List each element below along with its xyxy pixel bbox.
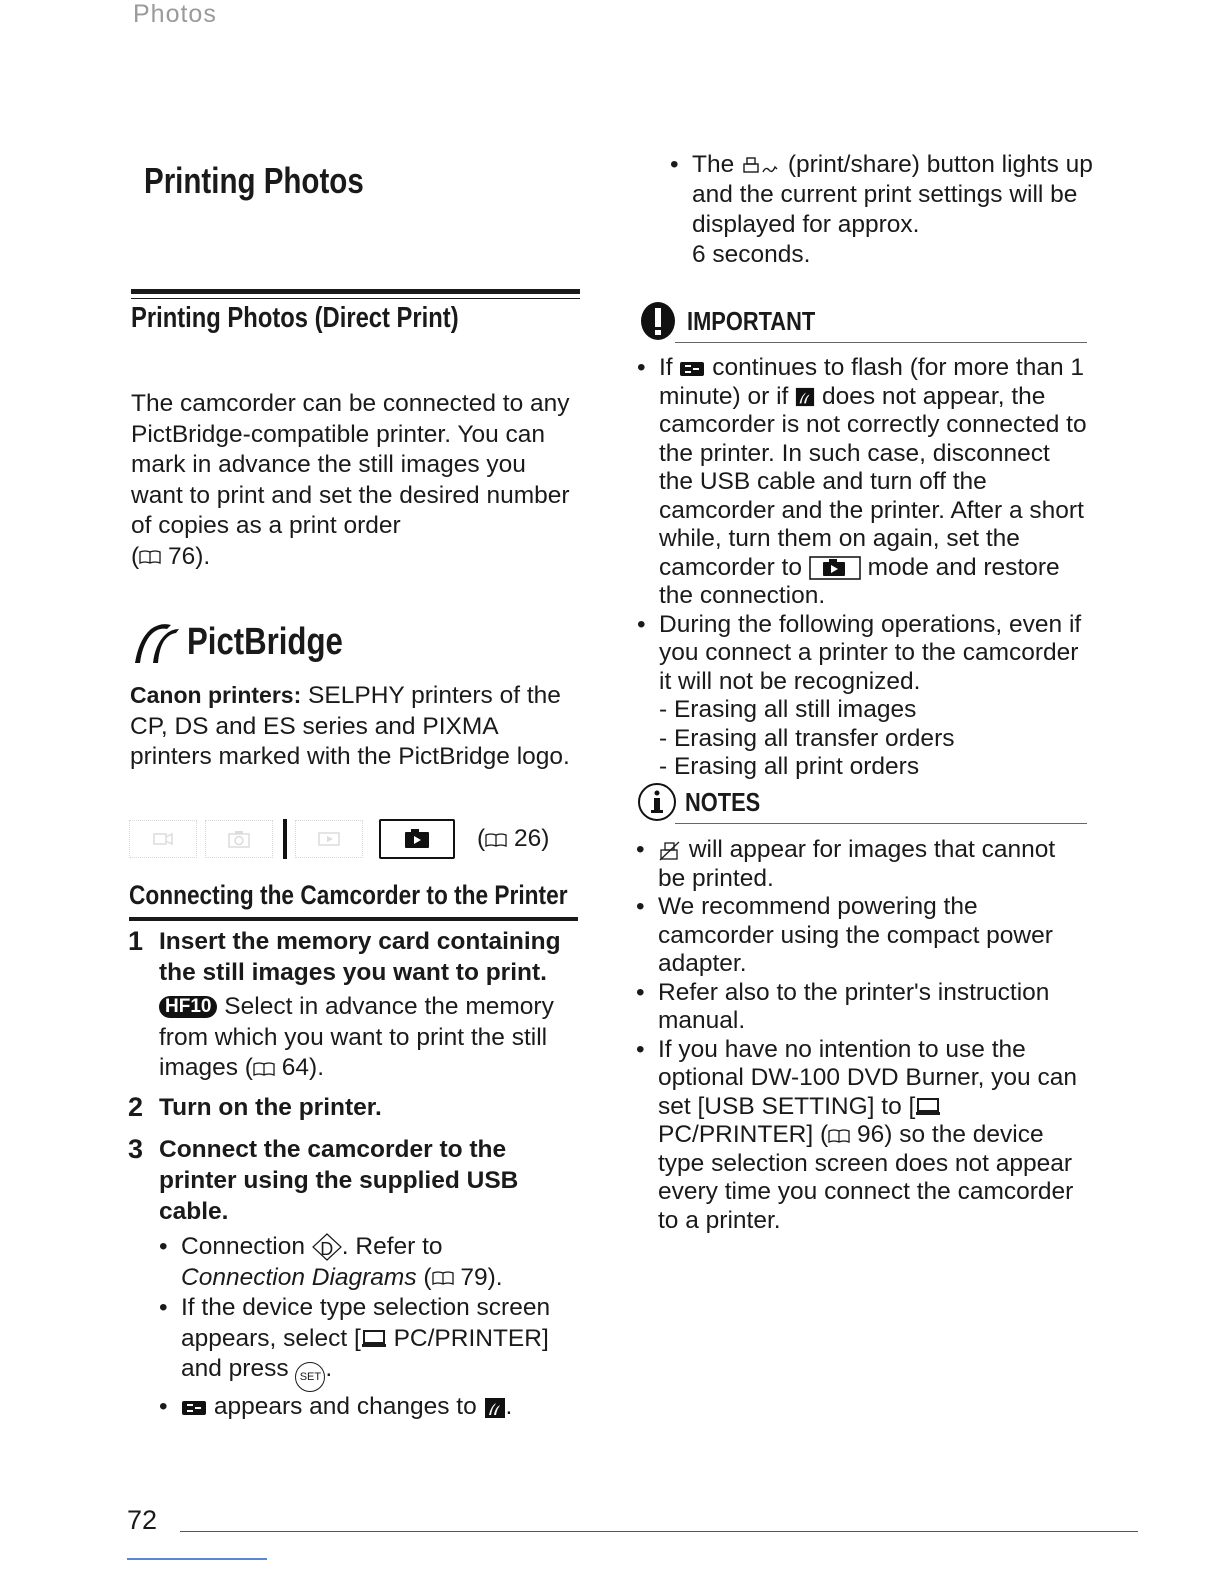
notes-list [636, 836, 1086, 1235]
bullet-text: will appear for images that cannot be printed. [658, 836, 1056, 892]
hf10-badge: HF10 [159, 996, 217, 1018]
connect-heading-rule [129, 917, 578, 921]
bullet-text: If you have no intention to use the optional DW-100 DVD Burner, you can set [USB SETTING] to [ [658, 1035, 1077, 1120]
bullet-text: During the following operations, even if you connect a printer to the camcorder it will not be recognized. [659, 610, 1082, 695]
still-camera-icon [226, 829, 252, 849]
step-note-text: Select in advance the memory from which you want to print the still images [159, 993, 554, 1081]
step-title: Insert the memory card containing the still images you want to print. [159, 928, 561, 986]
pc-printer-icon [915, 1097, 941, 1117]
important-icon [639, 301, 677, 341]
section-title: Printing Photos (Direct Print) [131, 302, 459, 334]
pictbridge-heading [131, 612, 377, 672]
bullet-device-type: • If the device type selection screen appears, select [ PC/PRINTER] and press SET . [159, 1293, 589, 1392]
page-number: 72 [127, 1505, 158, 1535]
photo-playback-icon [400, 828, 434, 850]
pictbridge-logo-icon [131, 617, 181, 667]
photo-playback-mode-icon [809, 556, 861, 580]
important-dash-3: - Erasing all print orders [659, 753, 920, 780]
set-label: SET [299, 1371, 322, 1383]
step-note-ref: 64 [281, 1054, 310, 1081]
section-rule [131, 289, 580, 294]
mode-movie-inactive [129, 820, 197, 858]
bullet-text: . Refer to [341, 1233, 443, 1260]
cannot-print-icon [658, 840, 682, 862]
canon-printers-paragraph [130, 680, 580, 773]
bullet-text: appears and changes to [213, 1393, 477, 1420]
bullet-text: does not appear, the camcorder is not correctly connected to the printer. In such case, disconnect the USB cable and turn off the camcorder and the printer. After a short while, turn them on again, set the camcorder to [659, 382, 1087, 581]
important-dash-1: - Erasing all still images [659, 696, 917, 723]
page-title: Printing Photos [144, 160, 364, 201]
bullet-text: If [659, 354, 673, 381]
step-title: Connect the camcorder to the printer using the supplied USB cable. [159, 1136, 519, 1225]
pictbridge-title: PictBridge [187, 620, 343, 663]
book-ref-icon [253, 1061, 275, 1077]
canon-text: SELPHY printers of the CP, DS and ES series and PIXMA printers marked with the PictBridge logo. [130, 682, 570, 770]
info-icon [637, 782, 677, 822]
bullet-text: mode and restore the connection. [659, 553, 1060, 609]
notes-heading [637, 782, 1085, 826]
important-rule [675, 342, 1087, 343]
print-share-icon [741, 155, 781, 177]
step-title: Turn on the printer. [159, 1094, 382, 1121]
movie-playback-icon [316, 829, 342, 849]
section-rule-thin [131, 298, 580, 299]
book-ref-icon [828, 1128, 850, 1144]
bullet-ref: 96 [856, 1121, 885, 1148]
note-item-4 [636, 1036, 1086, 1236]
intro-paragraph: The camcorder can be connected to any PictBridge-compatible printer. You can mark in advance the still images you want to print and set the desired number of copies as a print order ( 76). [131, 390, 570, 570]
pc-printer-icon [361, 1329, 387, 1349]
note-item-2 [636, 893, 1086, 979]
bullet-text: We recommend powering the camcorder using the compact power adapter. [658, 893, 1053, 977]
important-label: IMPORTANT [687, 306, 816, 336]
movie-camera-icon [151, 829, 175, 849]
modes-page-ref: ( 26) [477, 825, 550, 852]
step-number: 1 [128, 926, 144, 956]
mode-divider [283, 819, 287, 859]
connect-heading: Connecting the Camcorder to the Printer [129, 880, 568, 910]
important-item-1 [637, 354, 1087, 611]
bullet-text: 6 seconds. [692, 241, 811, 268]
important-list [637, 354, 1087, 782]
bullet-text: The [692, 151, 735, 178]
connection-d-icon [312, 1233, 342, 1259]
mode-photo-playback-active [379, 819, 455, 859]
step-number: 2 [128, 1092, 144, 1122]
note-item-1 [636, 836, 1086, 893]
pictbridge-status-icon [795, 387, 815, 407]
bullet-pictbridge-icon: • appears and changes to . [159, 1392, 589, 1423]
step-number: 3 [128, 1134, 144, 1164]
mode-indicator-bar [129, 817, 579, 861]
notes-label: NOTES [685, 787, 761, 817]
canon-label: Canon printers: [130, 682, 302, 708]
bullet-ref: 79 [460, 1263, 488, 1291]
bullet-text: continues to flash (for more than 1 minute) or if [659, 354, 1085, 410]
important-dash-2: - Erasing all transfer orders [659, 724, 955, 752]
bullet-text: If the device type selection screen appears, select [ [181, 1294, 551, 1352]
important-heading [639, 301, 1087, 345]
footer-rule [180, 1531, 1138, 1532]
print-share-bullet [670, 150, 1100, 270]
bullet-text: PC/PRINTER] and press [181, 1324, 549, 1382]
book-ref-icon [485, 832, 507, 848]
section-tab-label: Photos [133, 0, 217, 28]
bullet-text: Refer also to the printer's instruction manual. [658, 978, 1050, 1034]
mode-photo-inactive [205, 820, 273, 858]
bullet-connection: • Connection D . Refer to Connection Diagrams ( 79). [159, 1232, 589, 1293]
bullet-text: (print/share) button lights up and the current print settings will be displayed for approx. [692, 151, 1093, 238]
notes-rule [675, 823, 1087, 824]
set-button-icon [295, 1362, 325, 1392]
step-note: HF10 Select in advance the memory from which you want to print the still images ( 64). [159, 993, 554, 1081]
intro-ref: 76 [167, 542, 196, 570]
book-ref-icon [139, 549, 161, 565]
intro-text: The camcorder can be connected to any PictBridge-compatible printer. You can mark in advance the still images you want to print and set the desired number of copies as a print order [131, 390, 570, 539]
step-3-bullets [159, 1232, 589, 1423]
pictbridge-status-icon [484, 1397, 506, 1419]
connection-diagrams-link: Connection Diagrams [181, 1263, 417, 1291]
book-ref-icon [432, 1270, 454, 1286]
connection-flash-icon [679, 360, 705, 378]
note-item-3 [636, 979, 1086, 1036]
bullet-text: PC/PRINTER] ( [658, 1121, 829, 1148]
bullet-text: Connection [181, 1233, 305, 1260]
bullet-text: ) so the device type selection screen does not appear every time you connect the camcorder to a printer. [658, 1121, 1074, 1234]
footer-accent-line [127, 1558, 267, 1560]
connection-flash-icon [181, 1399, 207, 1417]
mode-movie-playback-inactive [295, 820, 363, 858]
modes-ref-number: 26 [513, 825, 542, 852]
important-item-2 [637, 611, 1087, 697]
intro-end: ). [195, 542, 211, 570]
connection-letter: D [320, 1239, 334, 1259]
